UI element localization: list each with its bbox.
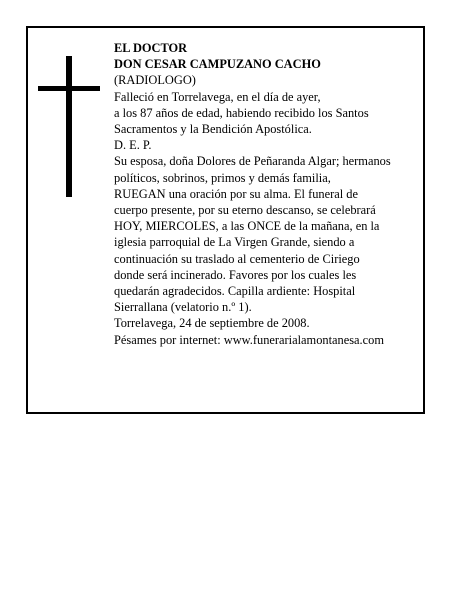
body-line: donde será incinerado. Favores por los cuales les: [114, 267, 357, 282]
body-line: cuerpo presente, por su eterno descanso, se celebrará: [114, 203, 376, 218]
body-line: Sierrallana (velatorio n.º 1).: [114, 300, 252, 315]
body-line: Su esposa, doña Dolores de Peñaranda Algar; hermanos: [114, 154, 391, 169]
body-line: quedarán agradecidos. Capilla ardiente: Hospital: [114, 284, 356, 299]
deceased-name: DON CESAR CAMPUZANO CACHO: [114, 57, 321, 72]
body-line: RUEGAN una oración por su alma. El funeral de: [114, 186, 358, 201]
condolences-line: Pésames por internet: www.funerarialamontanesa.com: [114, 332, 384, 347]
cross-vertical-bar: [66, 56, 72, 197]
body-line: Falleció en Torrelavega, en el día de ayer,: [114, 89, 321, 104]
title-line-1: EL DOCTOR: [114, 41, 188, 55]
latin-cross-icon: [38, 56, 100, 197]
body-line: Sacramentos y la Bendición Apostólica.: [114, 122, 312, 137]
profession: (RADIOLOGO): [114, 73, 196, 88]
body-line: a los 87 años de edad, habiendo recibido los Santos: [114, 105, 369, 120]
body-line: HOY, MIERCOLES, a las ONCE de la mañana, en la: [114, 219, 380, 234]
obituary-text: [114, 40, 419, 348]
body-line: políticos, sobrinos, primos y demás familia,: [114, 170, 331, 185]
dep-line: D. E. P.: [114, 138, 152, 153]
body-line: iglesia parroquial de La Virgen Grande, siendo a: [114, 235, 355, 250]
body-line: continuación su traslado al cementerio de Ciriego: [114, 251, 360, 266]
cross-horizontal-bar: [38, 86, 100, 91]
date-line: Torrelavega, 24 de septiembre de 2008.: [114, 316, 310, 331]
